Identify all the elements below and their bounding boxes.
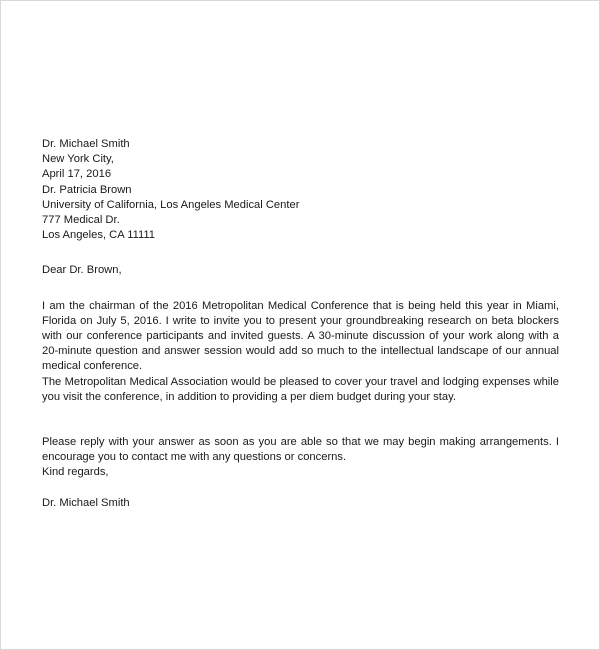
sender-address-block [42,137,559,183]
sender-name: Dr. Michael Smith [42,138,130,150]
spacer-before-body [42,279,559,299]
letter-date: April 17, 2016 [42,168,112,181]
sender-city: New York City, [42,153,114,166]
spacer-before-salutation [42,243,559,263]
salutation: Dear Dr. Brown, [42,264,122,277]
recipient-street: 777 Medical Dr. [42,214,120,227]
body-paragraph-2: The Metropolitan Medical Association would be pleased to cover your travel and lodging expenses while you visit the conference, in addition to providing a per diem budget during your stay. [42,375,559,403]
letter-content [42,137,559,511]
recipient-organization: University of California, Los Angeles Medical Center [42,198,300,211]
body-paragraph-1: I am the chairman of the 2016 Metropolitan Medical Conference that is being held this year in Miami, Florida on July 5, 2016. I write to invite you to present your groundbreaking research on beta blockers with our conference participants and invited guests. A 30-minute discussion of your work along with a 20-minute question and answer session would add so much to the intellectual landscape of our annual medical conference. [42,299,559,373]
spacer-before-signature [42,481,559,496]
body-paragraph-3: Please reply with your answer as soon as you are able so that we may begin making arrangements. I encourage you to contact me with any questions or concerns. [42,436,559,464]
recipient-address-block [42,183,559,244]
recipient-name: Dr. Patricia Brown [42,183,132,196]
closing-line: Kind regards, [42,466,109,479]
recipient-city-state-zip: Los Angeles, CA 11111 [42,229,155,242]
signature-name: Dr. Michael Smith [42,496,130,509]
spacer-before-closing-paragraph [42,405,559,435]
